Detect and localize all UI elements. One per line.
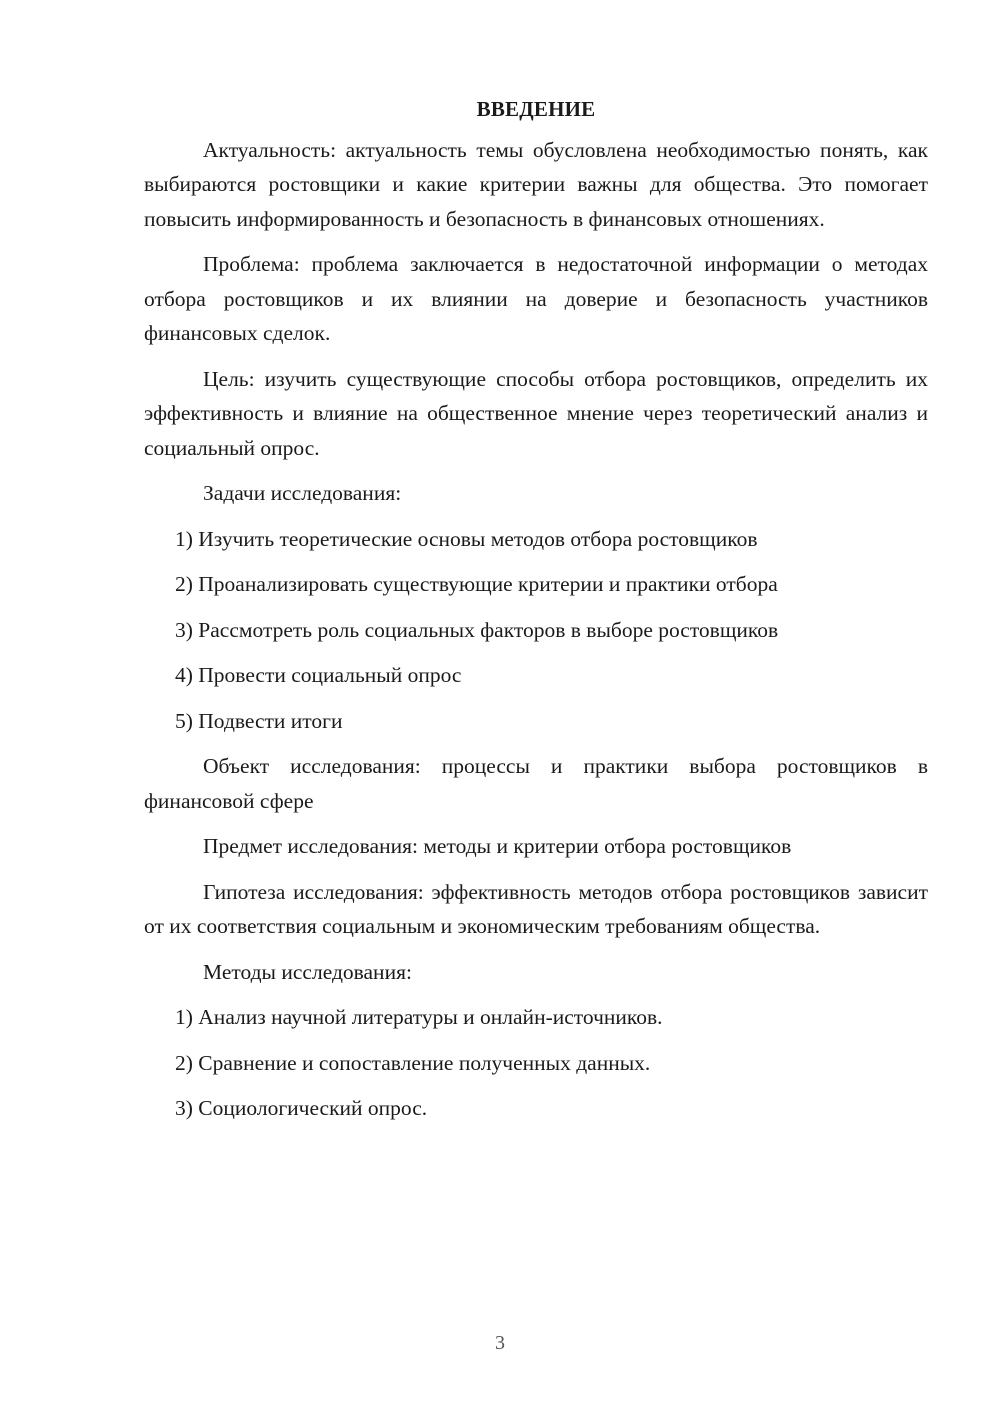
method-item: 3) Социологический опрос. — [175, 1096, 428, 1120]
task-item: 2) Проанализировать существующие критерии и практики отбора — [175, 572, 778, 596]
object-paragraph: Объект исследования: процессы и практики выбора ростовщиков в финансовой сфере — [144, 754, 928, 813]
tasks-heading: Задачи исследования: — [203, 481, 402, 505]
tasks-list — [144, 522, 928, 739]
method-item: 2) Сравнение и сопоставление полученных данных. — [175, 1050, 651, 1075]
method-item: 1) Анализ научной литературы и онлайн-источников. — [175, 1005, 663, 1029]
task-item: 5) Подвести итоги — [175, 708, 343, 733]
subject-paragraph: Предмет исследования: методы и критерии отбора ростовщиков — [203, 834, 792, 858]
methods-list — [144, 1000, 928, 1126]
document-page — [144, 92, 928, 1137]
hypothesis-paragraph: Гипотеза исследования: эффективность методов отбора ростовщиков зависит от их соответствия социальным и экономическим требованиям общества. — [144, 879, 928, 938]
task-item: 4) Провести социальный опрос — [175, 663, 462, 687]
task-item: 3) Рассмотреть роль социальных факторов в выборе ростовщиков — [175, 617, 779, 642]
document-title: ВВЕДЕНИЕ — [476, 97, 596, 121]
relevance-paragraph: Актуальность: актуальность темы обусловлена необходимостью понять, как выбираются ростовщики и какие критерии важны для общества. Это помогает повысить информированность и безопасность в финансовых отношениях. — [144, 137, 928, 231]
task-item: 1) Изучить теоретические основы методов отбора ростовщиков — [175, 526, 758, 551]
methods-heading: Методы исследования: — [203, 959, 412, 984]
page-number: 3 — [495, 1332, 505, 1354]
goal-paragraph: Цель: изучить существующие способы отбора ростовщиков, определить их эффективность и влияние на общественное мнение через теоретический анализ и социальный опрос. — [144, 366, 928, 460]
problem-paragraph: Проблема: проблема заключается в недостаточной информации о методах отбора ростовщиков и их влиянии на доверие и безопасность участников финансовых сделок. — [144, 252, 928, 345]
